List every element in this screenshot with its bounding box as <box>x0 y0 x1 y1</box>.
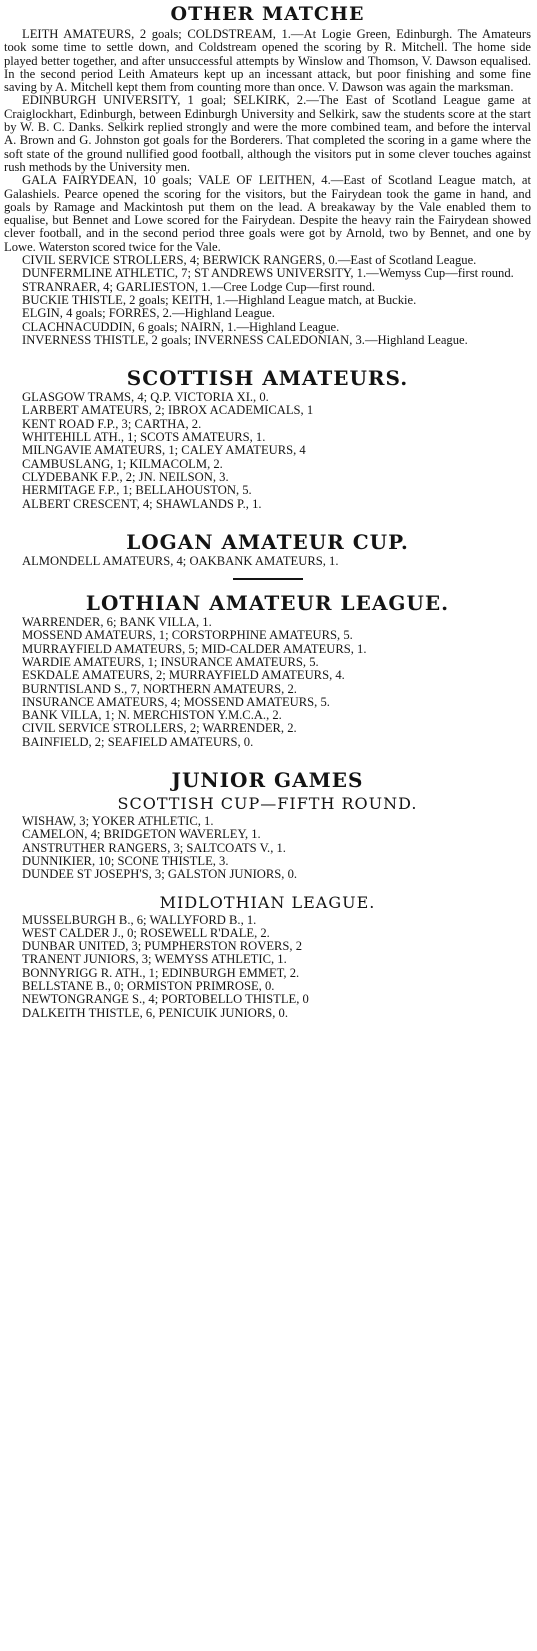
match-report: EDINBURGH UNIVERSITY, 1 goal; SELKIRK, 2.—The East of Scotland League game at Craiglockhart, Edinburgh, between Edinburgh University and Selkirk, saw the students score at the start by W. B. C. Danks. Selkirk replied strongly and were the more combined team, and before the interval A. Brown and G. Johnston got goals for the Borderers. That completed the scoring in a game where the soft state of the ground nullified good football, although the visitors put in some clever touches against rush methods by the University men. <box>4 93 531 174</box>
result-line: BELLSTANE B., 0; ORMISTON PRIMROSE, 0. <box>22 980 275 994</box>
match-report: STRANRAER, 4; GARLIESTON, 1.—Cree Lodge Cup—first round. <box>22 279 376 294</box>
result-line: BURNTISLAND S., 7, NORTHERN AMATEURS, 2. <box>22 682 297 696</box>
result-line: DUNBAR UNITED, 3; PUMPHERSTON ROVERS, 2 <box>22 940 303 954</box>
result-line: CIVIL SERVICE STROLLERS, 2; WARRENDER, 2. <box>22 722 297 736</box>
result-line: BANK VILLA, 1; N. MERCHISTON Y.M.C.A., 2. <box>22 709 282 723</box>
match-report: INVERNESS THISTLE, 2 goals; INVERNESS CALEDONIAN, 3.—Highland League. <box>22 332 468 347</box>
result-line: WISHAW, 3; YOKER ATHLETIC, 1. <box>22 815 214 829</box>
scottish-amateurs-section <box>4 365 531 511</box>
result-line: KENT ROAD F.P., 3; CARTHA, 2. <box>22 417 202 431</box>
match-report: DUNFERMLINE ATHLETIC, 7; ST ANDREWS UNIVERSITY, 1.—Wemyss Cup—first round. <box>22 266 514 281</box>
result-line: ALMONDELL AMATEURS, 4; OAKBANK AMATEURS, 1. <box>22 554 339 568</box>
section-heading: OTHER MATCHE <box>170 3 365 25</box>
match-report: CLACHNACUDDIN, 6 goals; NAIRN, 1.—Highland League. <box>22 319 340 334</box>
result-line: LARBERT AMATEURS, 2; IBROX ACADEMICALS, 1 <box>22 404 314 418</box>
match-report: GALA FAIRYDEAN, 10 goals; VALE OF LEITHEN, 4.—East of Scotland League match, at Galashiels. Pearce opened the scoring for the visitors, but the Fairydean took the game in hand, and goals by Ramage and Mackintosh put them on the lead. A breakaway by the Vale enabled them to equalise, but Bennet and Lowe scored for the Fairydean. Despite the heavy rain the Fairydean showed clever football, and in the second period three goals were got by Arnold, two by Bennet, and one by Lowe. Waterston scored twice for the Vale. <box>4 173 531 254</box>
result-line: TRANENT JUNIORS, 3; WEMYSS ATHLETIC, 1. <box>22 953 287 967</box>
result-line: BAINFIELD, 2; SEAFIELD AMATEURS, 0. <box>22 735 254 749</box>
match-report: BUCKIE THISTLE, 2 goals; KEITH, 1.—Highland League match, at Buckie. <box>22 292 417 307</box>
result-line: BONNYRIGG R. ATH., 1; EDINBURGH EMMET, 2. <box>22 966 300 980</box>
result-line: CAMBUSLANG, 1; KILMACOLM, 2. <box>22 457 223 471</box>
result-line: WEST CALDER J., 0; ROSEWELL R'DALE, 2. <box>22 926 270 940</box>
result-line: ALBERT CRESCENT, 4; SHAWLANDS P., 1. <box>22 497 262 511</box>
result-line: HERMITAGE F.P., 1; BELLAHOUSTON, 5. <box>22 484 252 498</box>
result-line: WHITEHILL ATH., 1; SCOTS AMATEURS, 1. <box>22 431 266 445</box>
match-report: LEITH AMATEURS, 2 goals; COLDSTREAM, 1.—At Logie Green, Edinburgh. The Amateurs took some time to settle down, and Coldstream opened the scoring by R. Mitchell. The home side played better together, and after unsuccessful attempts by Winslow and Thomson, V. Dawson equalised. In the second period Leith Amateurs kept up an incessant attack, but poor finishing and some fine saving by A. Mitchell kept them from counting more than once. V. Dawson was again the marksman. <box>4 27 531 95</box>
result-line: INSURANCE AMATEURS, 4; MOSSEND AMATEURS, 5. <box>22 695 330 709</box>
result-line: GLASGOW TRAMS, 4; Q.P. VICTORIA XI., 0. <box>22 391 269 405</box>
section-heading: JUNIOR GAMES <box>171 768 364 793</box>
subsection-heading: MIDLOTHIAN LEAGUE. <box>159 892 376 912</box>
result-line: MURRAYFIELD AMATEURS, 5; MID-CALDER AMATEURS, 1. <box>22 642 367 656</box>
section-heading: LOGAN AMATEUR CUP. <box>126 529 409 554</box>
result-line: ANSTRUTHER RANGERS, 3; SALTCOATS V., 1. <box>22 841 286 855</box>
lothian-amateur-league-section <box>4 590 531 749</box>
logan-amateur-cup-section <box>4 529 531 568</box>
result-line: DALKEITH THISTLE, 6, PENICUIK JUNIORS, 0. <box>22 1006 288 1020</box>
result-line: DUNNIKIER, 10; SCONE THISTLE, 3. <box>22 854 229 868</box>
other-matches-section <box>4 2 531 347</box>
result-line: NEWTONGRANGE S., 4; PORTOBELLO THISTLE, 0 <box>22 993 309 1007</box>
result-line: MILNGAVIE AMATEURS, 1; CALEY AMATEURS, 4 <box>22 444 306 458</box>
result-line: WARRENDER, 6; BANK VILLA, 1. <box>22 616 212 630</box>
result-line: CLYDEBANK F.P., 2; JN. NEILSON, 3. <box>22 470 229 484</box>
section-heading: SCOTTISH AMATEURS. <box>126 366 409 391</box>
subsection-heading: SCOTTISH CUP—FIFTH ROUND. <box>117 794 418 814</box>
result-line: MUSSELBURGH B., 6; WALLYFORD B., 1. <box>22 913 257 927</box>
junior-games-section <box>4 767 531 1020</box>
result-line: CAMELON, 4; BRIDGETON WAVERLEY, 1. <box>22 828 261 842</box>
result-line: ESKDALE AMATEURS, 2; MURRAYFIELD AMATEURS, 4. <box>22 669 345 683</box>
section-divider <box>233 578 303 580</box>
result-line: MOSSEND AMATEURS, 1; CORSTORPHINE AMATEURS, 5. <box>22 629 353 643</box>
result-line: DUNDEE ST JOSEPH'S, 3; GALSTON JUNIORS, 0. <box>22 868 298 882</box>
match-report: ELGIN, 4 goals; FORRES, 2.—Highland League. <box>22 306 275 321</box>
match-report: CIVIL SERVICE STROLLERS, 4; BERWICK RANGERS, 0.—East of Scotland League. <box>22 253 477 268</box>
result-line: WARDIE AMATEURS, 1; INSURANCE AMATEURS, 5. <box>22 655 319 669</box>
section-heading: LOTHIAN AMATEUR LEAGUE. <box>85 591 450 616</box>
